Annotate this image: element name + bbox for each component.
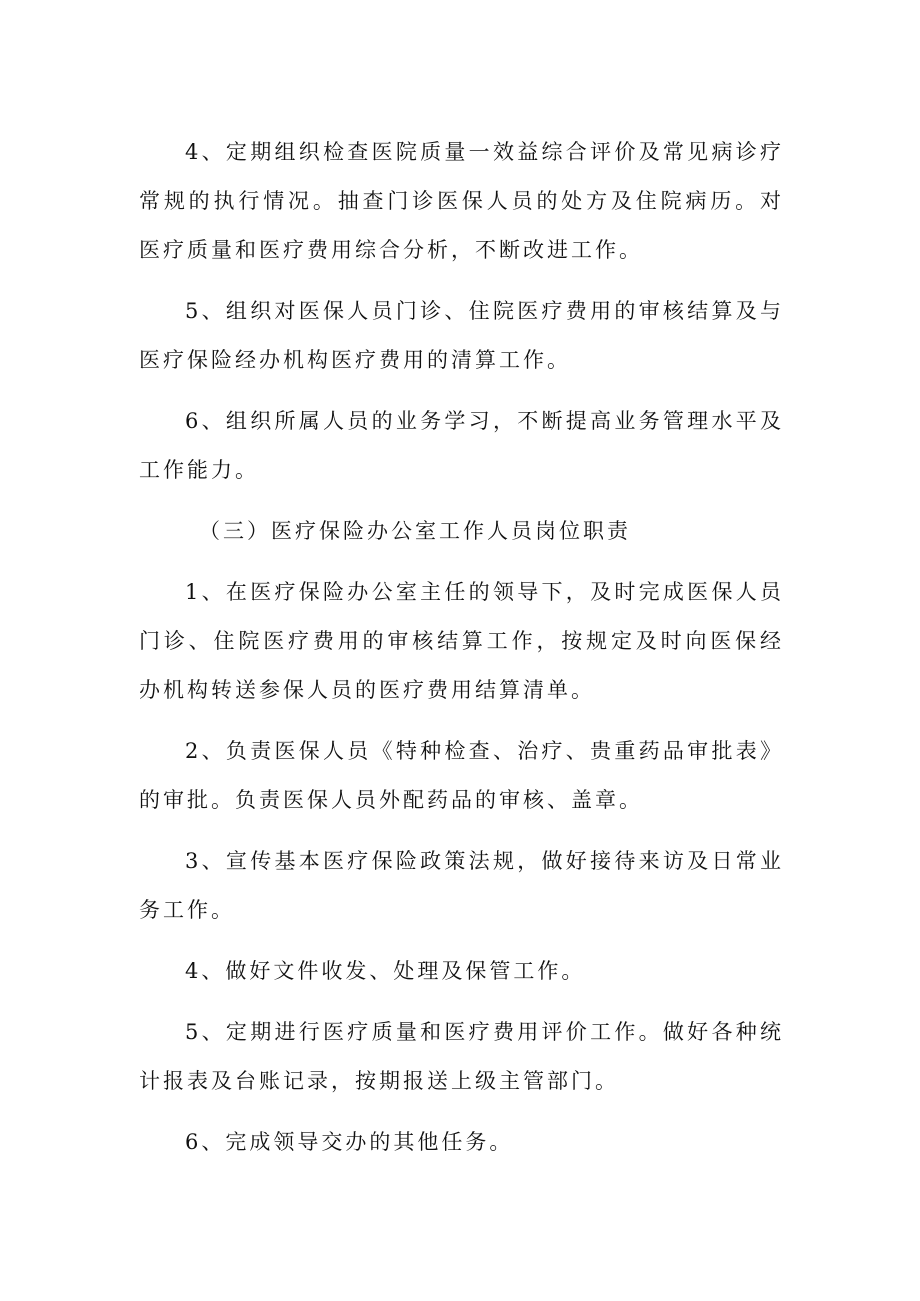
- paragraph-item-4-quality-review: 4、定期组织检查医院质量一效益综合评价及常见病诊疗常规的执行情况。抽查门诊医保人员的处方及住院病历。对医疗质量和医疗费用综合分析，不断改进工作。: [139, 140, 784, 262]
- section-heading-staff-duties: （三）医疗保险办公室工作人员岗位职责: [199, 519, 631, 543]
- paragraph-duty-6: 6、完成领导交办的其他任务。: [185, 1130, 514, 1154]
- paragraph-duty-3: 3、宣传基本医疗保险政策法规，做好接待来访及日常业务工作。: [139, 849, 784, 922]
- document-body: [139, 128, 784, 1179]
- paragraph-duty-1: 1、在医疗保险办公室主任的领导下，及时完成医保人员门诊、住院医疗费用的审核结算工作，按规定及时向医保经办机构转送参保人员的医疗费用结算清单。: [139, 580, 784, 702]
- paragraph-item-6-staff-training: 6、组织所属人员的业务学习，不断提高业务管理水平及工作能力。: [139, 409, 784, 482]
- paragraph-item-5-cost-settlement: 5、组织对医保人员门诊、住院医疗费用的审核结算及与医疗保险经办机构医疗费用的清算工作。: [139, 299, 784, 372]
- paragraph-duty-2: 2、负责医保人员《特种检查、治疗、贵重药品审批表》的审批。负责医保人员外配药品的审核、盖章。: [139, 739, 784, 812]
- paragraph-duty-4: 4、做好文件收发、处理及保管工作。: [185, 959, 586, 983]
- paragraph-duty-5: 5、定期进行医疗质量和医疗费用评价工作。做好各种统计报表及台账记录，按期报送上级主管部门。: [139, 1020, 784, 1093]
